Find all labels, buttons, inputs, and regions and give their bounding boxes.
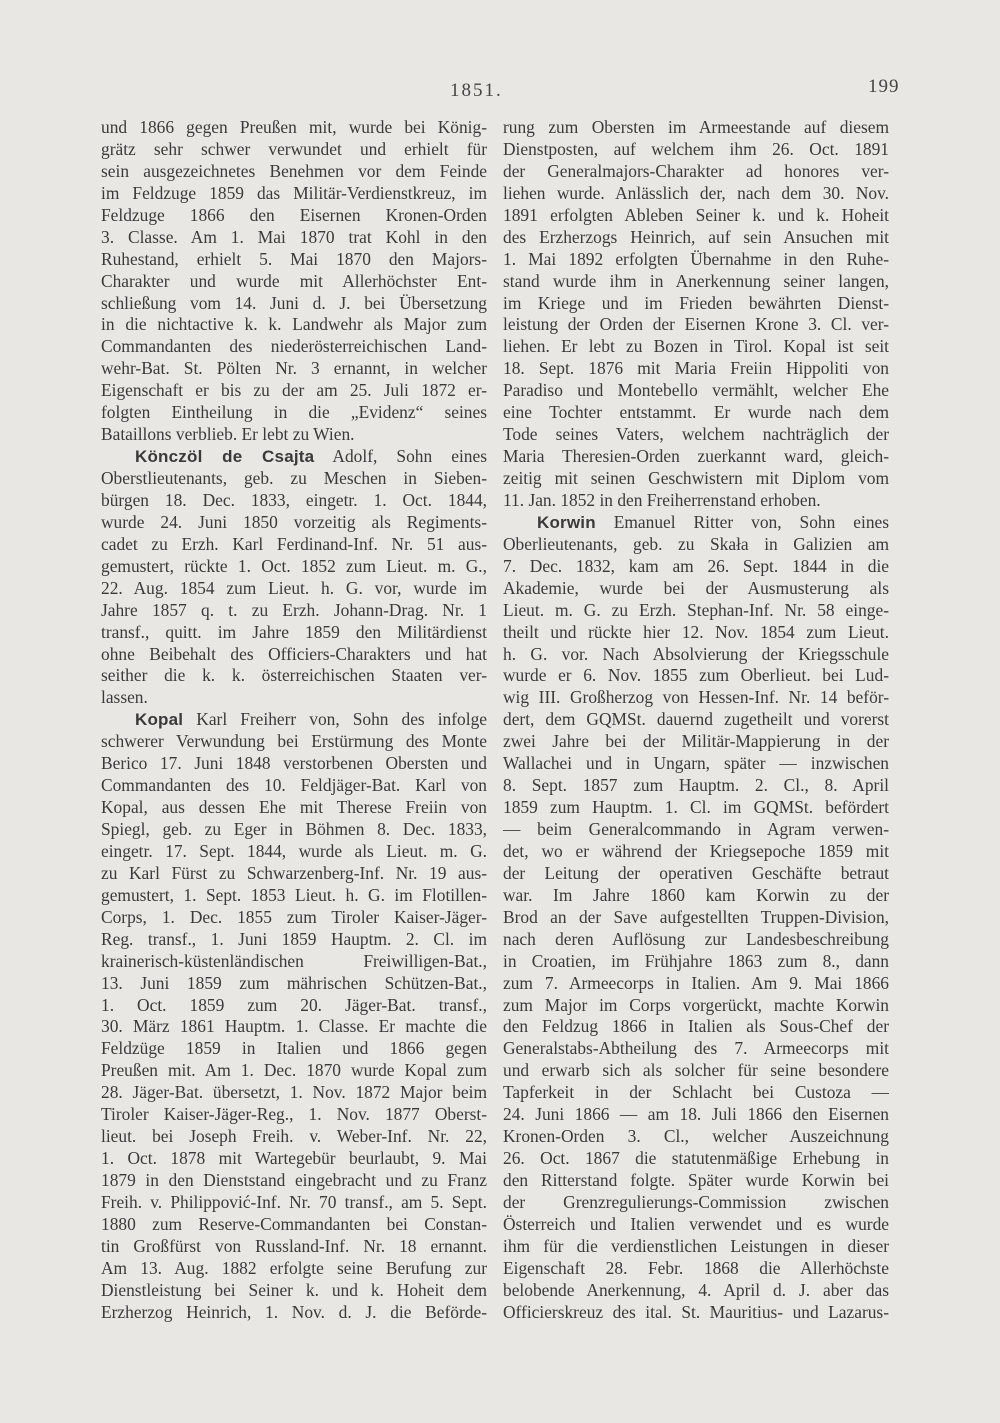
line-text: theilt und rückte hier 12. Nov. 1854 zum Lieut.	[503, 621, 889, 642]
text-line	[101, 161, 487, 183]
line-text: 22. Aug. 1854 zum Lieut. h. G. vor, wurde im	[101, 577, 487, 598]
text-line	[503, 951, 889, 973]
line-text: ihm für die verdienstlichen Leistungen in dieser	[503, 1235, 889, 1256]
text-line	[101, 227, 487, 249]
text-line	[503, 139, 889, 161]
text-line	[101, 622, 487, 644]
line-text: Corps, 1. Dec. 1855 zum Tiroler Kaiser-Jäger-	[101, 906, 487, 927]
line-text: war. Im Jahre 1860 kam Korwin zu der	[503, 884, 889, 905]
text-line	[101, 1280, 487, 1302]
text-line	[503, 578, 889, 600]
entry-heading-line	[101, 709, 487, 731]
text-line	[503, 1148, 889, 1170]
text-line	[503, 161, 889, 183]
line-text: Oberstlieutenants, geb. zu Meschen in Sieben-	[101, 468, 487, 488]
line-text: Feldzüge 1859 in Italien und 1866 gegen	[101, 1038, 487, 1059]
text-line	[503, 1038, 889, 1060]
entry-surname: Kopal	[135, 710, 184, 730]
text-line	[503, 797, 889, 819]
text-line	[101, 1236, 487, 1258]
line-text: Maria Theresien-Orden zuerkannt ward, gleich-	[503, 446, 889, 467]
text-line	[503, 819, 889, 841]
line-text: zum Major im Corps vorgerückt, machte Korwin	[503, 994, 889, 1015]
line-text: Commandanten des niederösterreichischen Land-	[101, 336, 487, 357]
entry-heading-line	[503, 512, 889, 534]
line-text: grätz sehr schwer verwundet und erhielt für	[101, 138, 487, 159]
text-line	[101, 1082, 487, 1104]
text-line	[503, 205, 889, 227]
text-line	[503, 271, 889, 293]
text-line	[101, 644, 487, 666]
text-line	[101, 819, 487, 841]
line-text: Dienstleistung bei Seiner k. und k. Hoheit dem	[101, 1279, 487, 1300]
text-line	[503, 1016, 889, 1038]
line-text: im Feldzuge 1859 das Militär-Verdienstkreuz, im	[101, 182, 487, 203]
text-line	[503, 929, 889, 951]
line-text: — beim Generalcommando in Agram verwen-	[503, 819, 889, 839]
text-line	[503, 293, 889, 315]
line-text: Am 13. Aug. 1882 erfolgte seine Berufung zur	[101, 1257, 487, 1278]
line-text: Kopal, aus dessen Ehe mit Therese Freiin von	[101, 797, 487, 818]
line-text: 7. Dec. 1832, kam am 26. Sept. 1844 in die	[503, 555, 889, 576]
line-text: Spiegl, geb. zu Eger in Böhmen 8. Dec. 1833,	[101, 819, 487, 839]
text-line	[101, 1302, 487, 1324]
text-line	[101, 1104, 487, 1126]
line-text: Bataillons verblieb. Er lebt zu Wien.	[101, 424, 355, 445]
text-line	[503, 1214, 889, 1236]
line-text: stand wurde ihm in Anerkennung seiner langen,	[503, 270, 889, 291]
text-line	[101, 578, 487, 600]
line-text: Reg. transf., 1. Juni 1859 Hauptm. 2. Cl. im	[101, 928, 487, 949]
line-text: belobende Anerkennung, 4. April d. J. aber das	[503, 1279, 889, 1300]
line-text: Ruhestand, erhielt 5. Mai 1870 den Majors-	[101, 248, 487, 269]
text-line	[101, 1060, 487, 1082]
line-text: Dienstposten, auf welchem ihm 26. Oct. 1891	[503, 138, 889, 159]
text-line	[503, 249, 889, 271]
text-line	[503, 1236, 889, 1258]
text-line	[503, 1126, 889, 1148]
column-gutter	[494, 120, 495, 1320]
text-line	[503, 490, 889, 512]
text-line	[101, 687, 487, 709]
text-line	[503, 885, 889, 907]
text-line	[101, 380, 487, 402]
text-line	[101, 1214, 487, 1236]
text-line	[503, 687, 889, 709]
text-line	[101, 1170, 487, 1192]
line-text: Eigenschaft er bis zu der am 25. Juli 1872 er-	[101, 380, 487, 401]
line-text: 3. Classe. Am 1. Mai 1870 trat Kohl in den	[101, 226, 487, 247]
line-text: Eigenschaft 28. Febr. 1868 die Allerhöchste	[503, 1257, 889, 1278]
line-text: eingetr. 17. Sept. 1844, wurde als Lieut. m. G.	[101, 840, 487, 861]
line-text: liehen. Er lebt zu Bozen in Tirol. Kopal ist seit	[503, 336, 889, 357]
text-line	[101, 1192, 487, 1214]
line-text: krainerisch-küstenländischen Freiwilligen-Bat.,	[101, 950, 487, 971]
line-text: Brod an der Save aufgestellten Truppen-Division,	[503, 906, 889, 927]
line-text: Wallachei und in Ungarn, später — inzwischen	[503, 753, 889, 774]
page-header	[0, 76, 1000, 104]
line-text: Tapferkeit in der Schlacht bei Custoza —	[503, 1082, 889, 1103]
text-line	[503, 665, 889, 687]
line-text: und erwarb sich als solcher für seine besondere	[503, 1060, 889, 1081]
text-line	[101, 973, 487, 995]
line-text: bürgen 18. Dec. 1833, eingetr. 1. Oct. 1844,	[101, 489, 487, 510]
text-line	[101, 665, 487, 687]
line-text: transf., quitt. im Jahre 1859 den Militärdienst	[101, 621, 487, 642]
text-line	[503, 709, 889, 731]
text-line	[503, 183, 889, 205]
text-line	[101, 139, 487, 161]
text-line	[503, 1192, 889, 1214]
line-text: 1. Oct. 1878 mit Wartegebür beurlaubt, 9. Mai	[101, 1148, 487, 1169]
text-line	[101, 600, 487, 622]
line-text: eine Tochter entstammt. Er wurde nach dem	[503, 402, 889, 423]
line-text: 11. Jan. 1852 in den Freiherrenstand erhoben.	[503, 489, 821, 510]
line-text: Lieut. m. G. zu Erzh. Stephan-Inf. Nr. 58 einge-	[503, 599, 889, 620]
line-text: wurde 24. Juni 1850 vorzeitig als Regiments-	[101, 511, 487, 532]
text-line	[503, 534, 889, 556]
line-text: Berico 17. Juni 1848 verstorbenen Obersten und	[101, 753, 487, 774]
text-line	[101, 293, 487, 315]
line-text: schließung vom 14. Juni d. J. bei Übersetzung	[101, 292, 487, 313]
text-line	[101, 205, 487, 227]
text-line	[503, 1258, 889, 1280]
line-text: Preußen mit. Am 1. Dec. 1870 wurde Kopal zum	[101, 1060, 487, 1081]
line-text: Freih. v. Philippović-Inf. Nr. 70 transf., am 5. Sept.	[101, 1191, 487, 1212]
text-line	[503, 753, 889, 775]
text-line	[503, 314, 889, 336]
line-text: in die nichtactive k. k. Landwehr als Major zum	[101, 314, 487, 335]
line-text: 24. Juni 1866 — am 18. Juli 1866 den Eisernen	[503, 1104, 889, 1125]
text-line	[503, 600, 889, 622]
text-line	[101, 1038, 487, 1060]
line-text: Jahre 1857 q. t. zu Erzh. Johann-Drag. Nr. 1	[101, 599, 487, 620]
text-line	[101, 1126, 487, 1148]
text-line	[503, 358, 889, 380]
text-line	[101, 907, 487, 929]
line-text: Feldzuge 1866 den Eisernen Kronen-Orden	[101, 204, 487, 225]
text-line	[101, 929, 487, 951]
line-text: zwei Jahre bei der Militär-Mappierung in der	[503, 731, 889, 752]
text-line	[101, 402, 487, 424]
line-text: 1859 zum Hauptm. 1. Cl. im GQMSt. befördert	[503, 797, 889, 818]
text-line	[503, 227, 889, 249]
entry-surname: Könczöl de Csajta	[135, 447, 315, 467]
text-line	[101, 424, 487, 446]
text-line	[101, 863, 487, 885]
line-text: 18. Sept. 1876 mit Maria Freiin Hippoliti von	[503, 358, 889, 379]
text-line	[503, 402, 889, 424]
text-line	[101, 885, 487, 907]
right-text-column	[503, 117, 889, 1324]
line-text: zu Karl Fürst zu Schwarzenberg-Inf. Nr. 19 aus-	[101, 862, 487, 883]
text-line	[503, 1302, 889, 1324]
line-text: 1. Mai 1892 erfolgten Übernahme in den Ruhe-	[503, 248, 889, 269]
line-text: Tiroler Kaiser-Jäger-Reg., 1. Nov. 1877 Oberst-	[101, 1104, 487, 1125]
text-line	[503, 775, 889, 797]
text-line	[101, 512, 487, 534]
text-line	[101, 1148, 487, 1170]
text-line	[101, 797, 487, 819]
entry-surname: Korwin	[537, 512, 596, 532]
line-text: ohne Beibehalt des Officiers-Charakters und hat	[101, 643, 487, 664]
text-line	[101, 183, 487, 205]
text-line	[503, 995, 889, 1017]
text-line	[101, 336, 487, 358]
text-line	[503, 336, 889, 358]
line-text: dert, dem GQMSt. dauernd zugetheilt und vorerst	[503, 709, 889, 730]
line-text: Generalstabs-Abtheilung des 7. Armeecorps mit	[503, 1038, 889, 1059]
line-text: tin Großfürst von Russland-Inf. Nr. 18 ernannt.	[101, 1235, 487, 1256]
text-line	[101, 951, 487, 973]
line-text: wig III. Großherzog von Hessen-Inf. Nr. 14 beför-	[503, 687, 889, 708]
text-line	[101, 775, 487, 797]
line-text: und 1866 gegen Preußen mit, wurde bei König-	[101, 117, 487, 137]
line-text: 8. Sept. 1857 zum Hauptm. 2. Cl., 8. April	[503, 775, 889, 796]
line-text: den Feldzug 1866 in Italien als Sous-Chef der	[503, 1016, 889, 1037]
text-line	[101, 534, 487, 556]
line-text: gemustert, 1. Sept. 1853 Lieut. h. G. im Flotillen-	[101, 884, 487, 905]
text-line	[101, 995, 487, 1017]
text-line	[101, 1016, 487, 1038]
text-line	[101, 249, 487, 271]
text-line	[503, 1060, 889, 1082]
line-text: Officierskreuz des ital. St. Mauritius- und Lazarus-	[503, 1301, 889, 1322]
text-line	[101, 271, 487, 293]
line-text: wehr-Bat. St. Pölten Nr. 3 ernannt, in welcher	[101, 358, 487, 379]
line-text: rung zum Obersten im Armeestande auf diesem	[503, 117, 889, 137]
line-text: Paradiso und Montebello vermählt, welcher Ehe	[503, 380, 889, 401]
line-text: lieut. bei Joseph Freih. v. Weber-Inf. Nr. 22,	[101, 1126, 487, 1147]
line-text: schwerer Verwundung bei Erstürmung des Monte	[101, 731, 487, 752]
entry-heading-line	[101, 446, 487, 468]
line-text: 30. März 1861 Hauptm. 1. Classe. Er machte die	[101, 1016, 487, 1037]
line-text: 13. Juni 1859 zum mährischen Schützen-Bat.,	[101, 972, 487, 993]
text-line	[503, 556, 889, 578]
text-line	[503, 1280, 889, 1302]
text-line	[503, 622, 889, 644]
line-text: 1891 erfolgten Ableben Seiner k. und k. Hoheit	[503, 204, 889, 225]
line-text: 26. Oct. 1867 die statutenmäßige Erhebung in	[503, 1148, 889, 1169]
line-text: Commandanten des 10. Feldjäger-Bat. Karl von	[101, 775, 487, 796]
text-line	[101, 468, 487, 490]
text-line	[503, 468, 889, 490]
text-line	[101, 753, 487, 775]
line-text: nach deren Auflösung zur Landesbeschreibung	[503, 928, 889, 949]
line-text: sein ausgezeichnetes Benehmen vor dem Feinde	[101, 160, 487, 181]
text-line	[503, 841, 889, 863]
line-text: zeitig mit seinen Geschwistern mit Diplom vom	[503, 468, 889, 488]
page-number: 199	[868, 76, 900, 97]
line-text: folgten Eintheilung in die „Evidenz“ seines	[101, 402, 487, 423]
text-line	[503, 644, 889, 666]
line-text: der Grenzregulierungs-Commission zwischen	[503, 1191, 889, 1212]
text-line	[503, 1170, 889, 1192]
text-line	[101, 841, 487, 863]
text-line	[503, 380, 889, 402]
line-text: Charakter und wurde mit Allerhöchster Ent-	[101, 270, 487, 291]
line-text: cadet zu Erzh. Karl Ferdinand-Inf. Nr. 51 aus-	[101, 533, 487, 554]
line-text: gemustert, rückte 1. Oct. 1852 zum Lieut. m. G.,	[101, 555, 487, 576]
line-text: Akademie, wurde bei der Ausmusterung als	[503, 577, 889, 598]
line-text: leistung der Orden der Eisernen Krone 3. Cl. ver-	[503, 314, 889, 335]
text-line	[101, 731, 487, 753]
line-text: der Generalmajors-Charakter ad honores ver-	[503, 160, 889, 181]
text-line	[503, 731, 889, 753]
line-text: 1879 in den Dienststand eingebracht und zu Franz	[101, 1170, 487, 1190]
line-text: wurde er 6. Nov. 1855 zum Oberlieut. bei Lud-	[503, 665, 889, 686]
text-line	[503, 1104, 889, 1126]
line-text: h. G. vor. Nach Absolvierung der Kriegsschule	[503, 643, 889, 664]
running-head-year: 1851.	[450, 80, 503, 101]
text-line	[503, 1082, 889, 1104]
line-text: Adolf, Sohn eines	[314, 446, 487, 467]
text-line	[101, 556, 487, 578]
line-text: lassen.	[101, 687, 148, 708]
text-line	[503, 907, 889, 929]
text-line	[101, 117, 487, 139]
text-line	[503, 424, 889, 446]
line-text: Emanuel Ritter von, Sohn eines	[595, 511, 889, 532]
line-text: 28. Jäger-Bat. übersetzt, 1. Nov. 1872 Major beim	[101, 1082, 487, 1103]
left-text-column	[101, 117, 487, 1324]
line-text: Erzherzog Heinrich, 1. Nov. d. J. die Beförde-	[101, 1301, 487, 1322]
line-text: det, wo er während der Kriegsepoche 1859 mit	[503, 840, 889, 861]
line-text: Oberlieutenants, geb. zu Skała in Galizien am	[503, 533, 889, 554]
line-text: Tode seines Vaters, welchem nachträglich der	[503, 424, 889, 445]
line-text: des Erzherzogs Heinrich, auf sein Ansuchen mit	[503, 226, 889, 247]
text-line	[503, 973, 889, 995]
line-text: Österreich und Italien verwendet und es wurde	[503, 1213, 889, 1234]
line-text: liehen wurde. Anlässlich der, nach dem 30. Nov.	[503, 182, 889, 203]
text-line	[101, 358, 487, 380]
line-text: 1880 zum Reserve-Commandanten bei Constan-	[101, 1213, 487, 1234]
text-line	[503, 446, 889, 468]
line-text: seither die k. k. österreichischen Staaten ver-	[101, 665, 487, 686]
text-line	[503, 117, 889, 139]
text-line	[101, 314, 487, 336]
line-text: im Kriege und im Frieden bewährten Dienst-	[503, 292, 889, 313]
text-line	[503, 863, 889, 885]
line-text: in Croatien, im Frühjahre 1863 zum 8., dann	[503, 950, 889, 971]
line-text: den Ritterstand folgte. Später wurde Korwin bei	[503, 1170, 889, 1190]
line-text: Karl Freiherr von, Sohn des infolge	[183, 709, 487, 730]
line-text: 1. Oct. 1859 zum 20. Jäger-Bat. transf.,	[101, 994, 487, 1015]
line-text: Kronen-Orden 3. Cl., welcher Auszeichnung	[503, 1126, 889, 1147]
line-text: der Leitung der operativen Geschäfte betraut	[503, 862, 889, 883]
text-line	[101, 1258, 487, 1280]
text-line	[101, 490, 487, 512]
line-text: zum 7. Armeecorps in Italien. Am 9. Mai 1866	[503, 972, 889, 993]
